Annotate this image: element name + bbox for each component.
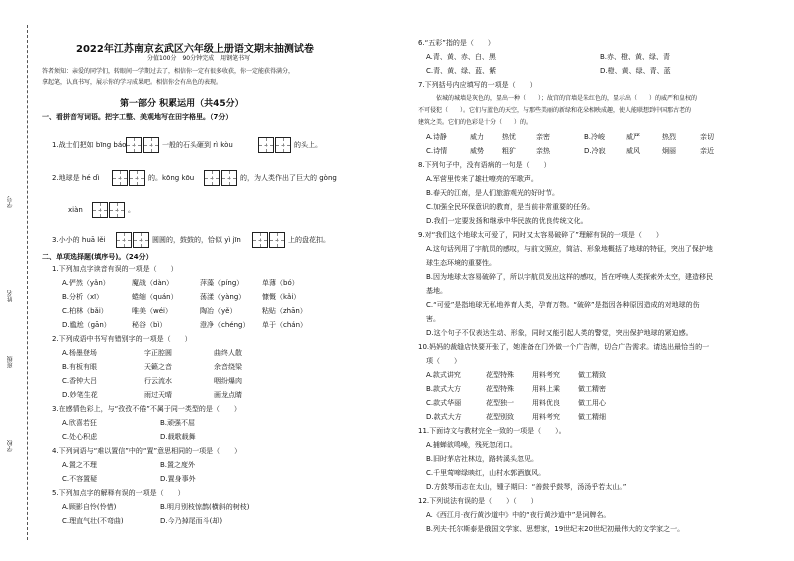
option-text: 做工精细	[578, 413, 606, 421]
option-text: 单于（chán）	[262, 321, 308, 329]
option-text: C.理直气壮(不弯曲)	[62, 517, 124, 525]
option-text: A.置之不理	[62, 461, 97, 469]
option-text: D.载歌载舞	[160, 433, 196, 441]
q7-stem: 7.下列括号内应填写的一项是（ ）	[418, 81, 537, 89]
intro-line-2: 拿起笔，认真书写，展示你的学习成果吧。相信你会有出色的表现。	[42, 79, 223, 86]
option-text: D.尴尬（gān）	[62, 321, 111, 329]
option-text: B.置之度外	[160, 461, 196, 469]
option-text: C.青、黄、绿、蓝、紫	[426, 67, 497, 75]
option-text: B.分析（xī）	[62, 293, 104, 301]
option-text: 慷慨（kǎi）	[262, 293, 301, 301]
option-text: A.杨墨登场	[62, 349, 97, 357]
option-text: B.有板有眼	[62, 363, 98, 371]
option-text: 曲终人散	[214, 349, 242, 357]
option-text: 余音绕梁	[214, 363, 242, 371]
punct: 。	[128, 206, 135, 214]
intro-line-1: 答者须知：亲爱的同学们，转眼间一学期过去了，相信你一定有很多收获，你一定能获得满分，	[42, 68, 295, 75]
writing-box[interactable]	[92, 202, 108, 218]
option-text: B.顽强不屈	[160, 419, 196, 427]
option-text: A.诗静	[426, 133, 447, 141]
option-text: 粗犷	[502, 147, 516, 155]
option-text: B.列夫·托尔斯泰是俄国文学家、思想家，19世纪末20世纪初最伟大的文学家之一。	[426, 525, 685, 533]
pinyin-q1-part3: 的头上。	[294, 141, 322, 149]
option-text: D.橙、黄、绿、青、蓝	[600, 67, 671, 75]
writing-box[interactable]	[133, 232, 149, 248]
option-text: 花型特殊	[486, 371, 514, 379]
option-text: A.捕蝉欲鸣噪，残死忽闭口。	[426, 441, 517, 449]
option-text: A.顾影自怜(怜惜)	[62, 503, 117, 511]
pinyin-q1-part2: 一般的石头砸到 rì kòu	[162, 141, 233, 149]
option-text: 球生态环境的重要性。	[426, 259, 496, 267]
exam-meta: 分值100分 90分钟完成 用钢笔书写	[147, 55, 251, 62]
part1-heading: 第一部分 积累运用（共45分）	[120, 99, 244, 109]
option-text: C.柏林（bǎi）	[62, 307, 108, 315]
pinyin-q2-part1: 2.地球是 hé dì	[52, 174, 100, 182]
option-text: 威严	[626, 133, 640, 141]
writing-box[interactable]	[126, 137, 142, 153]
option-text: C.加强全民环保意识的教育，是当前非常重要的任务。	[426, 203, 595, 211]
writing-box[interactable]	[112, 170, 128, 186]
option-text: 热烈	[662, 133, 676, 141]
option-text: 亲密	[536, 133, 550, 141]
pinyin-q3-part1: 3.小小的 huā lěi	[52, 236, 106, 244]
option-text: B.春天的江南，是人们旅游观光的好时节。	[426, 189, 560, 197]
writing-box[interactable]	[258, 137, 274, 153]
q11-stem: 11.下面诗文与教材完全一致的一项是（ ）。	[418, 427, 566, 435]
option-text: 威势	[470, 147, 484, 155]
option-text: 基地。	[426, 287, 447, 295]
q10-stem: 10.妈妈的裁缝店快要开张了，她准备在门外做一个广告牌，切合广告需求。请选出最恰当的一	[418, 343, 710, 351]
q7-passage-line: 建筑之美。它们的色彩是十分（ ）的。	[418, 119, 533, 126]
option-text: C.千里莺啼绿映红，山村水郭酒旗风。	[426, 469, 546, 477]
writing-box[interactable]	[252, 232, 268, 248]
option-text: B.赤、橙、黄、绿、青	[600, 53, 671, 61]
option-text: 用料考究	[532, 413, 560, 421]
option-text: 做工用心	[578, 399, 606, 407]
writing-box[interactable]	[109, 202, 125, 218]
option-text: 威风	[626, 147, 640, 155]
option-text: C.诗情	[426, 147, 448, 155]
option-text: 花型独一	[486, 399, 514, 407]
option-text: B.因为地球太容易破碎了，所以宇航员发出这样的感叹，旨在呼唤人类探索外太空，建造移民	[426, 273, 714, 281]
page-title: 2022年江苏南京玄武区六年级上册语文期末抽测试卷	[76, 44, 314, 55]
option-text: 亲切	[700, 133, 714, 141]
mc1-stem: 1.下列加点字读音有误的一项是（ ）	[52, 265, 178, 273]
q12-stem: 12.下列说法有误的是（ ）（ ）	[418, 497, 538, 505]
margin-label-student-id: 学号	[7, 196, 14, 208]
option-text: A.青、黄、赤、白、黑	[426, 53, 496, 61]
option-text: 魔战（dàn）	[132, 279, 174, 287]
option-text: 用料优良	[532, 399, 560, 407]
option-text: 天籁之音	[144, 363, 172, 371]
option-text: C.“可爱”是指地球无私地养育人类，孕育万物。“破碎”是指因各种原因造成的对地球的伤	[426, 301, 700, 309]
option-text: D.款式大方	[426, 413, 462, 421]
pinyin-q2-part4: xiàn	[68, 206, 83, 214]
option-text: 威力	[470, 133, 484, 141]
option-text: 害。	[426, 315, 440, 323]
option-text: 雨过天晴	[144, 391, 172, 399]
option-text: 做工精致	[578, 371, 606, 379]
option-text: D.方鼓琴而志在太山，锺子期曰：“善鼓乎鼓琴，汤汤乎若太山。”	[426, 483, 627, 491]
writing-box[interactable]	[116, 232, 132, 248]
option-text: A.俨然（yǎn）	[62, 279, 110, 287]
option-text: C.款式华丽	[426, 399, 462, 407]
option-text: 炯丽	[662, 147, 676, 155]
option-text: 字正腔圆	[144, 349, 172, 357]
option-text: 用料考究	[532, 371, 560, 379]
q8-stem: 8.下列句子中，没有语病的一句是（ ）	[418, 161, 551, 169]
option-text: A.款式讲究	[426, 371, 461, 379]
option-text: D.我们一定要发扬和继承中华民族的优良传统文化。	[426, 217, 588, 225]
section-2-heading: 二、单项选择题(填序号)。（24分）	[42, 253, 153, 261]
writing-box[interactable]	[275, 137, 291, 153]
mc4-stem: 4.下列词语与“难以置信”中的“置”意思相同的一项是（ ）	[52, 447, 242, 455]
option-text: B.冷峻	[584, 133, 606, 141]
section-1-heading: 一、看拼音写词语。把字工整、美观地写在田字格里。（7分）	[42, 113, 233, 121]
option-text: D.置身事外	[160, 475, 196, 483]
mc2-stem: 2.下列成语中书写有错别字的一项是（ ）	[52, 335, 192, 343]
writing-box[interactable]	[143, 137, 159, 153]
option-text: 蜷缩（quán）	[132, 293, 178, 301]
option-text: B.旧时茅店社林边，路转溪头忽见。	[426, 455, 539, 463]
option-text: 花型别致	[486, 413, 514, 421]
q7-passage-line: 依城的城墙是灰色的，显出一种（ ）；故宫的宫墙是朱红色的，显示出（ ）的威严和皇权的	[418, 95, 698, 102]
option-text: 亲热	[536, 147, 550, 155]
option-text: 陶冶（yě）	[200, 307, 237, 315]
pinyin-q3-part3: 上的盘花扣。	[288, 236, 330, 244]
q9-stem: 9.对“我们这个地球太可爱了，同时又太容易破碎了”理解有误的一项是（ ）	[418, 231, 663, 239]
writing-box[interactable]	[269, 232, 285, 248]
option-text: 澄净（chéng）	[200, 321, 250, 329]
binding-line	[27, 25, 28, 540]
q7-passage-line: 不可侵犯（ ）。它们与蓝色的天空，与那些美丽的新绿和花朵相映成趣，使人能联想到中国那古老的	[418, 107, 692, 114]
writing-box[interactable]	[129, 170, 145, 186]
pinyin-q1-part1: 1.战士们把如 bīng báo	[52, 141, 127, 149]
option-text: C.香钟大吕	[62, 377, 98, 385]
option-text: A.军营里传来了雄壮嘹亮的军歌声。	[426, 175, 538, 183]
option-text: 热忧	[502, 133, 516, 141]
option-text: A.《西江月·夜行黄沙道中》中的“夜行黄沙道中”是词牌名。	[426, 511, 611, 519]
option-text: 单薄（bó）	[262, 279, 299, 287]
q10-stem-cont: 项（ ）	[426, 357, 461, 365]
margin-label-school: 学校	[7, 440, 14, 452]
option-text: 用料上乘	[532, 385, 560, 393]
option-text: D.冷寂	[584, 147, 606, 155]
option-text: C.处心积虑	[62, 433, 98, 441]
writing-box[interactable]	[221, 170, 237, 186]
option-text: A.这句话列用了宇航员的感叹，与前文照应，简洁、形象地概括了地球的特征，突出了保护地	[426, 245, 713, 253]
option-text: 唯美（wéi）	[132, 307, 172, 315]
option-text: D.今乃掉尾而斗(却)	[160, 517, 223, 525]
option-text: 粘贴（zhān）	[262, 307, 307, 315]
option-text: 亲近	[700, 147, 714, 155]
pinyin-q2-part3: 的，为人类作出了巨大的 gòng	[240, 174, 337, 182]
option-text: 秘谷（bì）	[132, 321, 167, 329]
option-text: 画龙点睛	[214, 391, 242, 399]
mc3-stem: 3.在感情色彩上，与“孜孜不倦”不属于同一类型的是（ ）	[52, 405, 241, 413]
option-text: 萍藻（píng）	[200, 279, 244, 287]
option-text: 咽纷爆肉	[214, 377, 242, 385]
option-text: 荡漾（yàng）	[200, 293, 246, 301]
option-text: B.明月别枝惊鹊(横斜的树枝)	[160, 503, 250, 511]
pinyin-q2-part2: 的。kōng kōu	[148, 174, 195, 182]
option-text: C.不容置疑	[62, 475, 98, 483]
binding-margin	[0, 0, 38, 561]
option-text: 行云流水	[144, 377, 172, 385]
option-text: D.妙笔生花	[62, 391, 98, 399]
option-text: 花型特殊	[486, 385, 514, 393]
option-text: B.款式大方	[426, 385, 462, 393]
writing-box[interactable]	[204, 170, 220, 186]
option-text: 做工精密	[578, 385, 606, 393]
q6-stem: 6.“五彩”指的是（ ）	[418, 39, 495, 47]
option-text: D.这个句子不仅表达生动、形象，同时又能引起人类的警觉，突出保护地球的紧迫感。	[426, 329, 693, 337]
margin-label-class: 班级	[7, 356, 14, 368]
option-text: A.欣喜若狂	[62, 419, 97, 427]
pinyin-q3-part2: 圆圆的，鼓鼓的，恰似 yì jīn	[152, 236, 241, 244]
margin-label-name: 姓名	[7, 290, 14, 302]
mc5-stem: 5.下列加点字的解释有误的一项是（ ）	[52, 489, 185, 497]
